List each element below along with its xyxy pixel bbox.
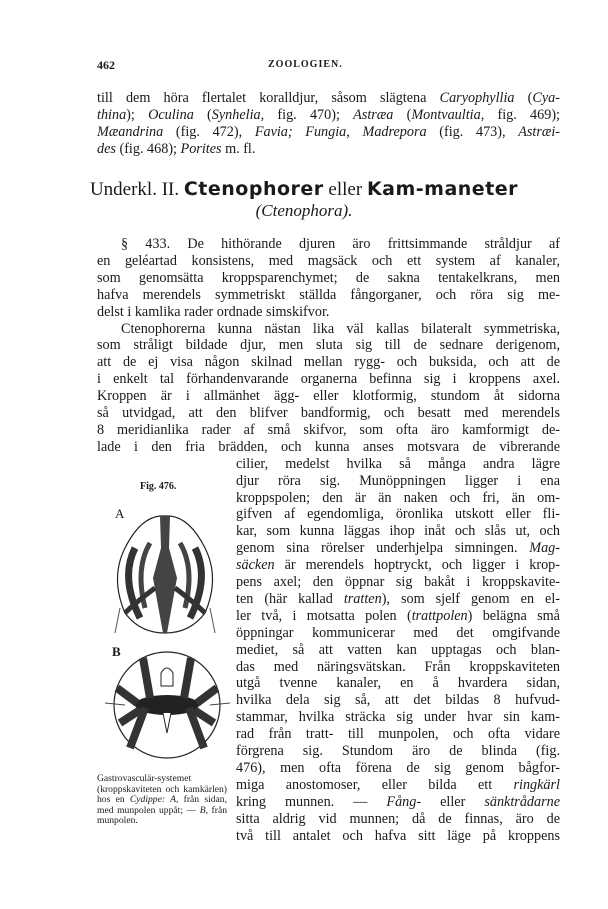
text-run: ), som sjelf genom en el- [381, 590, 560, 607]
caption-text: B [199, 804, 206, 816]
text-run: (fig. 468); [115, 141, 181, 157]
text-line [236, 625, 560, 642]
text-run: (fig. 473), [426, 124, 519, 140]
text-run: eller [421, 793, 485, 810]
text-line [236, 811, 560, 828]
text-line [97, 107, 560, 124]
text-line [236, 574, 560, 591]
italic-text: Astræa [353, 107, 394, 123]
text-run: Ctenophorerna kunna nästan lika väl kallas bilateralt symmetriska, [121, 320, 560, 337]
text-run: Kroppen är i allmänhet ägg- eller klotformig, stundom åt sidorna [97, 388, 560, 405]
section-subheading: (Ctenophora). [255, 201, 353, 220]
text-line [236, 642, 560, 659]
section-heading [0, 178, 608, 201]
text-line [236, 490, 560, 507]
text-line [97, 371, 560, 388]
italic-text: Favia; Fungia [254, 124, 347, 140]
text-run: kring munnen. — [236, 793, 387, 810]
text-line [97, 354, 560, 371]
text-line [121, 321, 560, 338]
text-run: ten (här kallad [236, 590, 344, 607]
italic-text: Fång- [386, 793, 422, 810]
text-line [236, 726, 560, 743]
text-run: m. fl. [221, 141, 256, 157]
text-line [236, 659, 560, 676]
text-line [97, 388, 560, 405]
text-run: § 433. De hithörande djuren äro frittsimmande stråldjur af [121, 236, 560, 252]
italic-text: Madrepora [362, 124, 427, 140]
text-line [97, 287, 560, 304]
text-line [97, 90, 560, 107]
text-run: som stråligt bildade djur, men sluta sig till de sednare derigenom, [97, 337, 560, 354]
text-line [97, 304, 560, 321]
text-line [236, 828, 560, 845]
text-line [236, 777, 560, 794]
text-run: hvilka dela sig så, att det bildas 8 hufvud- [236, 692, 560, 709]
italic-text: ringkärl [513, 776, 560, 793]
text-line [97, 439, 560, 456]
text-line [236, 794, 560, 811]
text-run: hafva merendels symmetriskt ställda fångorganer, och röra sig me- [97, 286, 560, 303]
text-run: , fig. 469); [480, 107, 560, 123]
text-run: utgå tvenne kanaler, en å hvardera sidan, [236, 675, 560, 692]
figure-part-a-label: A [115, 506, 125, 521]
figure-b-illustration [105, 648, 230, 763]
heading-name-1: Ctenophorer [183, 178, 324, 200]
text-line [236, 506, 560, 523]
italic-text: Oculina [148, 107, 194, 123]
text-run: två till antalet och hafva sitt läge på kroppens [236, 827, 560, 844]
italic-text: Caryophyllia [439, 90, 515, 106]
text-line [236, 557, 560, 574]
text-run: , fig. 470); [260, 107, 354, 123]
text-line [97, 405, 560, 422]
text-run: cilier, medelst hvilka så många andra lägre [236, 455, 560, 472]
text-run: ); [126, 107, 149, 123]
text-line [236, 473, 560, 490]
caption-text: , från munpolen. [97, 804, 227, 827]
text-run: förgrena sig. Stundom äro de blinda (fig. [236, 743, 560, 759]
text-line [97, 337, 560, 354]
text-line [121, 236, 560, 253]
italic-text: Cya- [532, 90, 560, 106]
text-run: en geléartad konsistens, med magsäck och ett system af kanaler, [97, 252, 560, 269]
text-line [236, 760, 560, 777]
text-run: pens axel; den öppnar sig bakåt i kroppskavite- [236, 574, 560, 590]
italic-text: säcken [236, 557, 275, 574]
caption-text: , från sidan, med munpolen uppåt; — [97, 794, 227, 816]
text-line [97, 253, 560, 270]
text-run: är merendels hoptryckt, och ligger i krop- [274, 557, 560, 574]
text-run: 8 meridianlika rader af små skifvor, som ofta äro kamformigt de- [97, 421, 560, 438]
text-run: gifven af egendomliga, öronlika utskott eller fli- [236, 506, 560, 523]
text-run: ler två, i motsatta polen ( [236, 607, 412, 624]
text-run: kar, som kunna läggas ihop inåt och slås ut, och [236, 523, 560, 540]
text-line [97, 124, 560, 141]
text-line [97, 270, 560, 287]
running-title: ZOOLOGIEN. [268, 59, 343, 70]
text-run: ( [393, 107, 412, 123]
italic-text: thina [97, 107, 127, 123]
italic-text: des [97, 141, 116, 157]
text-run: mediet, så att vatten kan upptagas och blan- [236, 641, 560, 658]
text-run: i enkelt tal förhandenvarande organerna befinna sig i kroppens axel. [97, 371, 560, 388]
text-run: rad från tratt- till munpolen, och ofta vidare [236, 726, 560, 743]
text-run: delst i kamlika rader ordnade simskifvor. [97, 303, 330, 320]
caption-text: Cydippe: A [129, 794, 176, 806]
italic-text: Montvaultia [411, 107, 481, 123]
text-run: stammar, hvilka sträcka sig under hvar sin kam- [236, 709, 560, 726]
text-line [236, 591, 560, 608]
italic-text: tratten [343, 590, 382, 607]
italic-text: Porites [180, 141, 222, 157]
italic-text: Synhelia [211, 107, 261, 123]
text-line [236, 540, 560, 557]
text-run: , [346, 124, 363, 140]
heading-conjunction: eller [328, 179, 363, 200]
text-line [97, 141, 560, 158]
text-run: lade i den fria brädden, och kunna anses motsvara de vibrerande [97, 438, 560, 455]
heading-name-2: Kam-maneter [366, 178, 519, 200]
text-line [236, 743, 560, 760]
text-run: öppningar kommunicerar med det omgifvande [236, 624, 560, 641]
caption-text: Gastrovasculär-systemet (kroppskaviteten och kamkärlen) hos en [97, 773, 227, 806]
text-run: ) belägna små [467, 607, 560, 624]
italic-text: Astræi- [518, 124, 560, 140]
text-run: (fig. 472), [163, 124, 255, 140]
text-run: som genomsätta kroppsparenchymet; de sakna tentakelkrans, men [97, 269, 560, 286]
italic-text: trattpolen [411, 607, 468, 624]
italic-text: Mæandrina [97, 124, 164, 140]
text-line [236, 523, 560, 540]
text-line [236, 692, 560, 709]
text-line [97, 422, 560, 439]
figure-label: Fig. 476. [140, 481, 177, 492]
text-run: kroppspolen; den är än naken och fri, än om- [236, 489, 560, 506]
text-run: miga anostomoser, eller bilda ett [236, 776, 514, 793]
text-run: das med näringsvätskan. Från kroppskaviteten [236, 658, 560, 675]
heading-prefix: Underkl. II. [89, 179, 180, 200]
text-run: att de ej visa någon skilnad mellan rygg- och buksida, och att de [97, 354, 560, 371]
text-run: ( [514, 90, 533, 106]
text-run: sitta aldrig vid munnen; då de finnas, äro de [236, 810, 560, 827]
figure-a-illustration [105, 508, 225, 643]
text-line [236, 608, 560, 625]
text-run: så utvidgad, att den blifver bandformig, och besatt med merendels [97, 405, 560, 421]
text-line [236, 709, 560, 726]
text-run: till dem höra flertalet koralldjur, såsom slägtena [97, 90, 440, 106]
text-line [236, 675, 560, 692]
italic-text: sänktrådarne [484, 793, 561, 810]
text-run: genom sina rörelser underhjelpa simningen. [236, 540, 530, 557]
figure-caption [97, 774, 227, 827]
text-line [236, 456, 560, 473]
text-run: 476), men ofta förena de sig genom bågfor- [236, 759, 560, 776]
figure-part-b-label: B [112, 644, 121, 659]
italic-text: Mag- [529, 540, 560, 557]
text-run: ( [193, 107, 212, 123]
page-number: 462 [97, 58, 115, 72]
text-run: djur röra sig. Munöppningen ligger i ena [236, 472, 560, 489]
